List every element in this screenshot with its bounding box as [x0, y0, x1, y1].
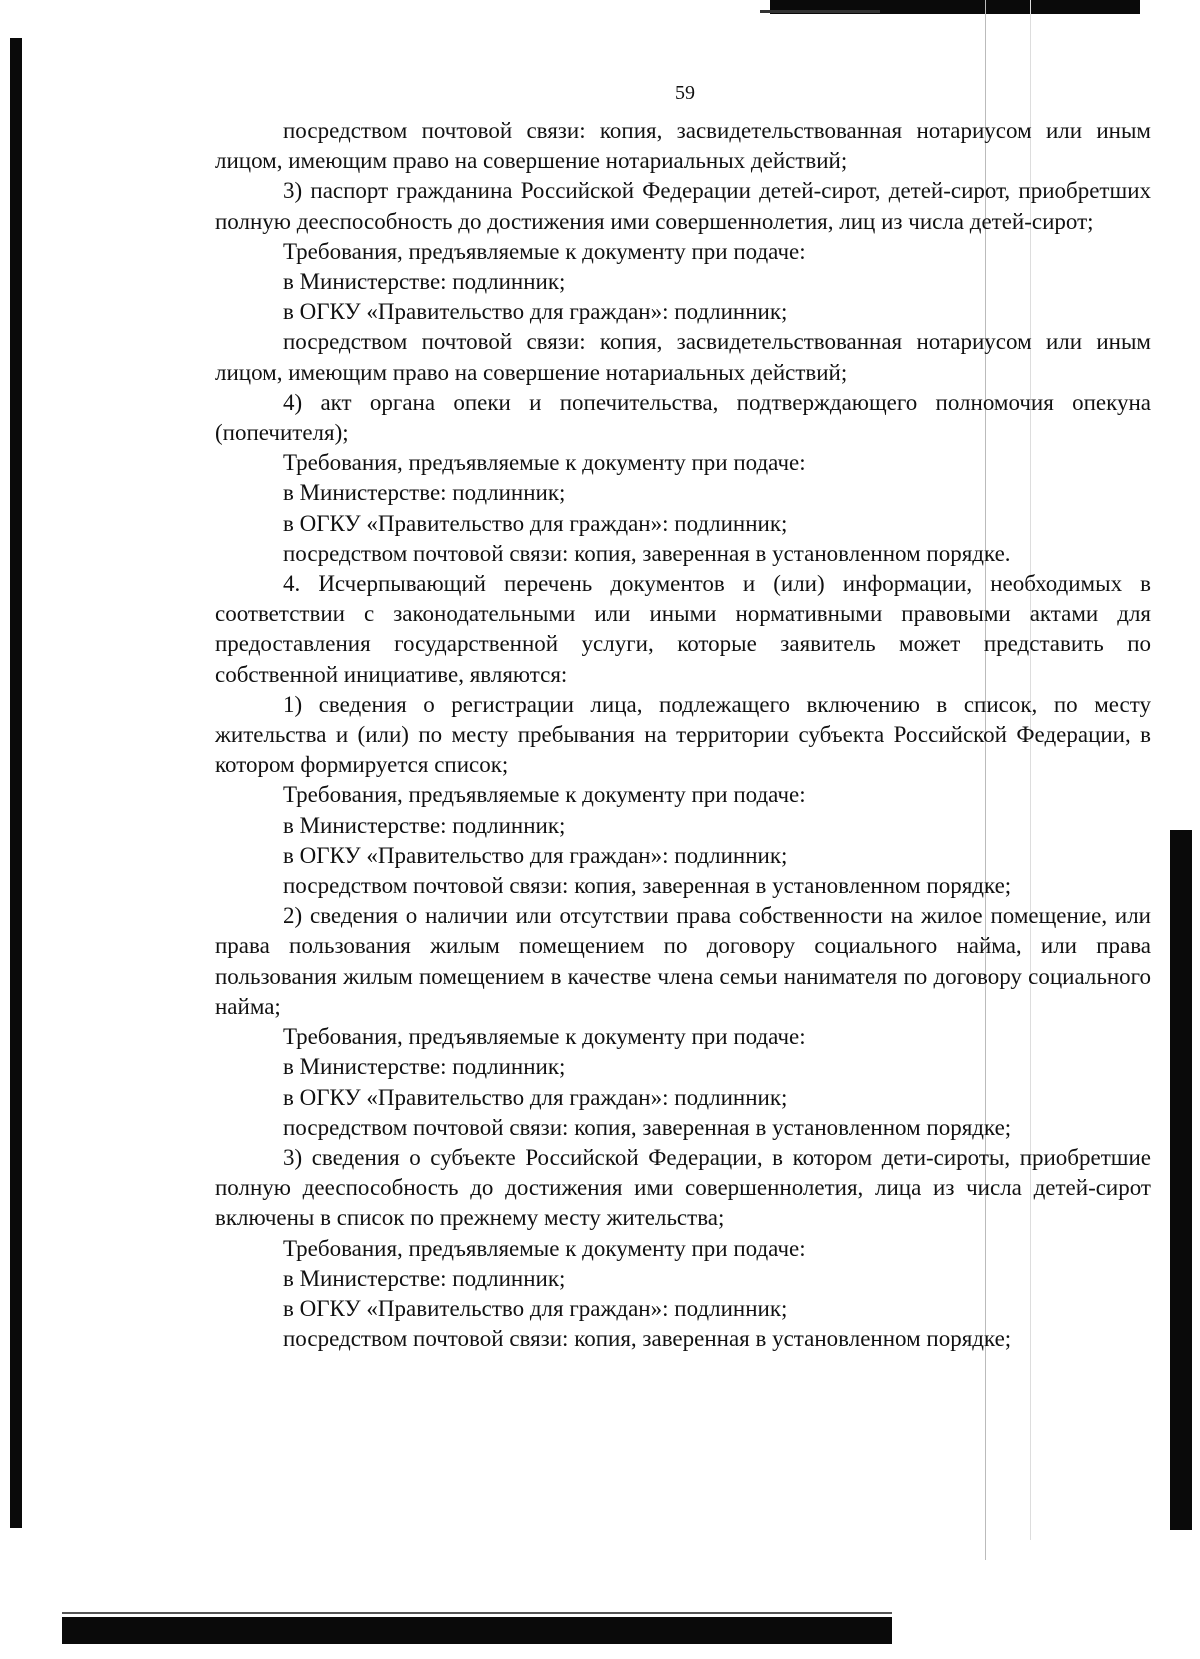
document-body — [215, 116, 1151, 1354]
paragraph: посредством почтовой связи: копия, засвидетельствованная нотариусом или иным лицом, имеющим право на совершение нотариальных действий; — [215, 329, 1151, 385]
paragraph: в Министерстве: подлинник; — [283, 1265, 566, 1291]
paragraph: в ОГКУ «Правительство для граждан»: подлинник; — [283, 510, 788, 536]
paragraph: Требования, предъявляемые к документу при подаче: — [283, 1024, 806, 1050]
paragraph: посредством почтовой связи: копия, заверенная в установленном порядке. — [283, 540, 1011, 566]
paragraph: посредством почтовой связи: копия, засвидетельствованная нотариусом или иным лицом, имеющим право на совершение нотариальных действий; — [215, 118, 1151, 174]
paragraph: в ОГКУ «Правительство для граждан»: подлинник; — [283, 299, 788, 325]
paragraph: 1) сведения о регистрации лица, подлежащего включению в список, по месту жительства и (или) по месту пребывания на территории субъекта Российской Федерации, в котором формируется список; — [215, 691, 1151, 778]
scan-edge-left — [10, 38, 22, 1528]
paragraph: 3) сведения о субъекте Российской Федерации, в котором дети-сироты, приобретшие полную дееспособность до достижения ими совершеннолетия, лица из числа детей-сирот включены в список по прежнему месту жительства; — [215, 1144, 1151, 1231]
page-number: 59 — [675, 82, 695, 104]
paragraph: посредством почтовой связи: копия, заверенная в установленном порядке; — [283, 873, 1012, 899]
paragraph: в Министерстве: подлинник; — [283, 812, 566, 838]
paragraph: Требования, предъявляемые к документу при подаче: — [283, 238, 806, 264]
scan-edge-bottom — [62, 1617, 892, 1644]
paragraph: 2) сведения о наличии или отсутствии права собственности на жилое помещение, или права пользования жилым помещением по договору социального найма, или права пользования жилым помещением в качестве члена семьи нанимателя по договору социального найма; — [215, 903, 1151, 1019]
paragraph: в ОГКУ «Правительство для граждан»: подлинник; — [283, 1295, 788, 1321]
paragraph: в Министерстве: подлинник; — [283, 1054, 566, 1080]
paragraph: в Министерстве: подлинник; — [283, 480, 566, 506]
scan-edge-right — [1170, 830, 1192, 1530]
scan-edge-bottom-thin — [62, 1612, 892, 1614]
paragraph: 3) паспорт гражданина Российской Федерации детей-сирот, детей-сирот, приобретших полную дееспособность до достижения ими совершеннолетия, лиц из числа детей-сирот; — [215, 178, 1151, 234]
paragraph: в Министерстве: подлинник; — [283, 269, 566, 295]
paragraph: в ОГКУ «Правительство для граждан»: подлинник; — [283, 842, 788, 868]
paragraph: 4. Исчерпывающий перечень документов и (или) информации, необходимых в соответствии с законодательными или иными нормативными правовыми актами для предоставления государственной услуги, которые заявитель может представить по собственной инициативе, являются: — [215, 571, 1151, 687]
paragraph: Требования, предъявляемые к документу при подаче: — [283, 1235, 806, 1261]
paragraph: посредством почтовой связи: копия, заверенная в установленном порядке; — [283, 1326, 1012, 1352]
paragraph: Требования, предъявляемые к документу при подаче: — [283, 450, 806, 476]
paragraph: Требования, предъявляемые к документу при подаче: — [283, 782, 806, 808]
scan-edge-top-thin — [760, 10, 880, 13]
paragraph: в ОГКУ «Правительство для граждан»: подлинник; — [283, 1084, 788, 1110]
paragraph: 4) акт органа опеки и попечительства, подтверждающего полномочия опекуна (попечителя); — [215, 389, 1151, 446]
paragraph: посредством почтовой связи: копия, заверенная в установленном порядке; — [283, 1114, 1012, 1140]
